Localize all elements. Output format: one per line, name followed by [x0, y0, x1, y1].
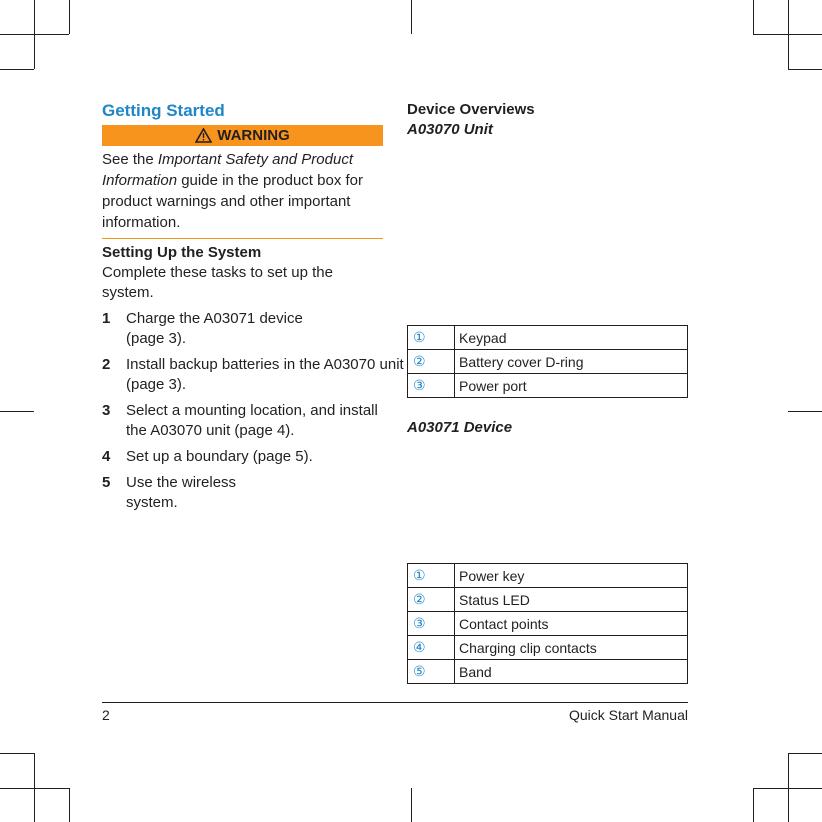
footer-divider: [102, 702, 688, 703]
crop-mark: [69, 0, 70, 34]
right-column: [407, 100, 688, 680]
part-label: Battery cover D-ring: [455, 350, 688, 374]
device-overviews-heading: Device Overviews: [407, 101, 535, 118]
callout-number: ②: [408, 350, 455, 374]
page-number: 2: [102, 707, 110, 723]
crop-mark: [788, 69, 822, 70]
callout-number: ④: [408, 636, 455, 660]
step-item: 3 Select a mounting location, and install the A03070 unit (page 4).: [102, 402, 378, 439]
callout-number: ⑤: [408, 660, 455, 684]
unit-parts-table: [407, 325, 688, 398]
crop-mark: [34, 753, 35, 822]
part-label: Power port: [455, 374, 688, 398]
setup-steps: [102, 309, 404, 513]
warning-text: See the Important Safety and Product Information guide in the product box for product warnings and other important information.: [102, 151, 364, 231]
part-label: Charging clip contacts: [455, 636, 688, 660]
table-row: [408, 612, 688, 636]
crop-mark: [0, 34, 69, 35]
table-row: [408, 588, 688, 612]
section-divider: [102, 238, 383, 239]
table-row: [408, 326, 688, 350]
callout-number: ①: [408, 326, 455, 350]
crop-mark: [411, 0, 412, 34]
device-heading: A03071 Device: [407, 419, 513, 436]
table-row: [408, 564, 688, 588]
step-item: 2 Install backup batteries in the A03070 unit (page 3).: [102, 356, 404, 393]
part-label: Band: [455, 660, 688, 684]
callout-number: ③: [408, 612, 455, 636]
crop-mark: [69, 788, 70, 822]
table-row: [408, 636, 688, 660]
part-label: Keypad: [455, 326, 688, 350]
getting-started-heading: Getting Started: [102, 101, 225, 120]
callout-number: ②: [408, 588, 455, 612]
table-row: [408, 660, 688, 684]
part-label: Contact points: [455, 612, 688, 636]
unit-heading: A03070 Unit: [407, 121, 493, 138]
device-parts-table: [407, 563, 688, 684]
table-row: [408, 350, 688, 374]
callout-number: ①: [408, 564, 455, 588]
crop-mark: [753, 0, 754, 34]
setup-intro: Complete these tasks to set up the system.: [102, 264, 333, 301]
left-column: [102, 100, 404, 519]
step-item: 1 Charge the A03071 device (page 3).: [102, 310, 303, 347]
step-item: 4 Set up a boundary (page 5).: [102, 448, 313, 465]
crop-mark: [753, 34, 822, 35]
callout-number: ③: [408, 374, 455, 398]
crop-mark: [753, 788, 754, 822]
crop-mark: [411, 788, 412, 822]
manual-title: Quick Start Manual: [568, 707, 688, 723]
part-label: Status LED: [455, 588, 688, 612]
crop-mark: [788, 753, 822, 754]
crop-mark: [0, 69, 34, 70]
part-label: Power key: [455, 564, 688, 588]
setup-heading: Setting Up the System: [102, 244, 262, 261]
warning-triangle-icon: [195, 128, 212, 143]
table-row: [408, 374, 688, 398]
crop-mark: [788, 411, 822, 412]
crop-mark: [0, 753, 34, 754]
warning-bar: [102, 125, 383, 146]
crop-mark: [788, 753, 789, 822]
warning-label: WARNING: [217, 127, 290, 144]
step-item: 5 Use the wireless system.: [102, 474, 237, 511]
crop-mark: [0, 411, 34, 412]
